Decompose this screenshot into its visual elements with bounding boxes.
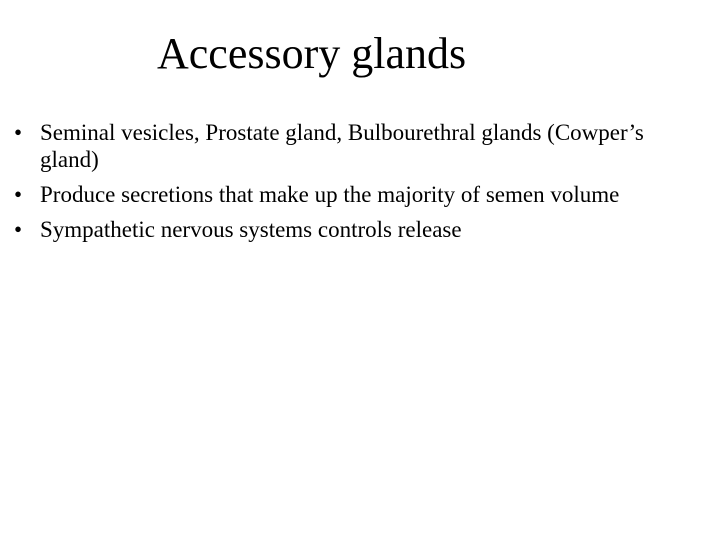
bullet-icon: • [14,120,23,145]
bullet-item [12,216,702,243]
slide-title: Accessory glands [157,29,467,78]
bullet-text: Produce secretions that make up the majority of semen volume [40,182,620,207]
bullet-text: Seminal vesicles, Prostate gland, Bulbourethral glands (Cowper’s gland) [40,120,644,172]
bullet-text: Sympathetic nervous systems controls release [40,217,462,242]
bullet-item [12,119,702,173]
bullet-icon: • [14,217,23,242]
bullet-list [12,119,702,251]
bullet-item [12,181,702,208]
bullet-icon: • [14,182,23,207]
